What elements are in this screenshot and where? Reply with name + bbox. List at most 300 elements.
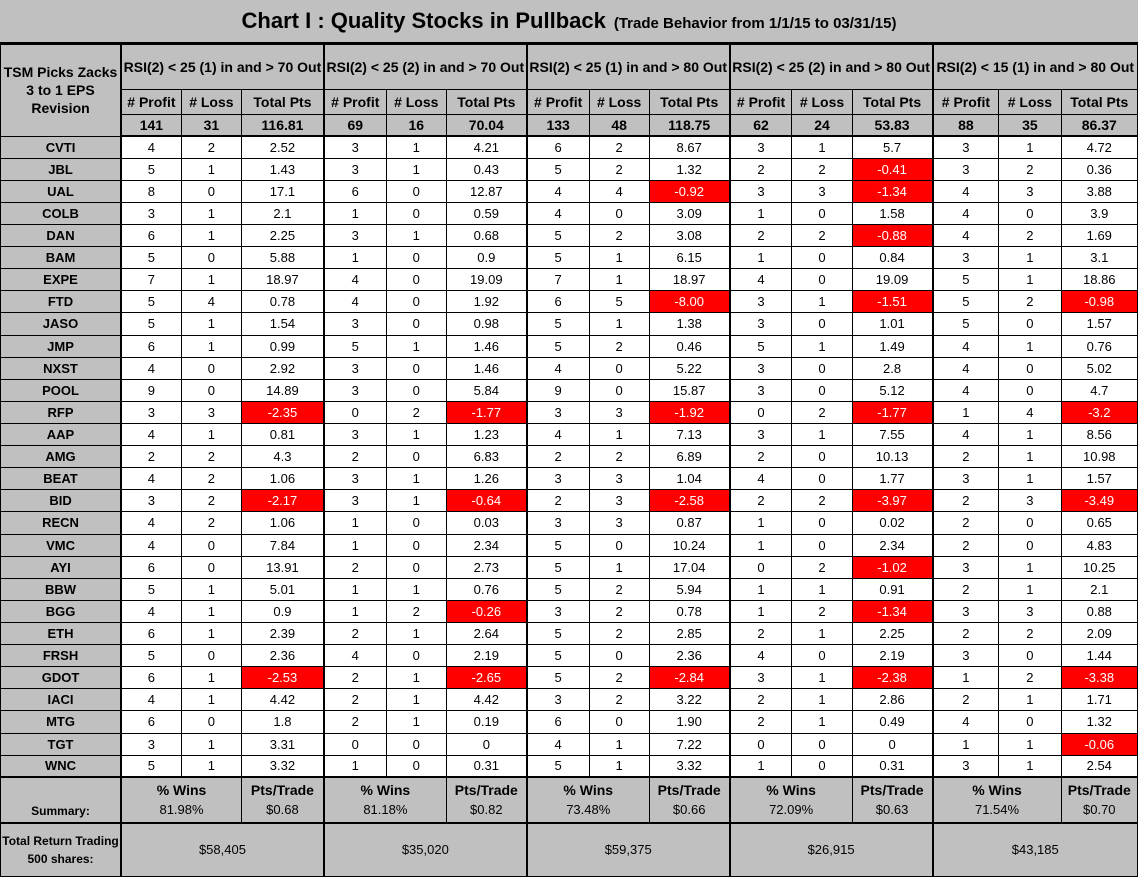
loss-count: 1 — [386, 667, 446, 689]
loss-count: 2 — [589, 600, 649, 622]
symbol-cell: AMG — [1, 446, 122, 468]
total-pts-negative: -8.00 — [649, 291, 729, 313]
total-return-value: $43,185 — [933, 823, 1138, 877]
loss-count: 1 — [181, 202, 241, 224]
pts-trade-value: $0.66 — [672, 802, 706, 818]
table-row — [1, 689, 1138, 711]
table-row — [1, 379, 1138, 401]
total-pts-value: 2.09 — [1061, 622, 1137, 644]
loss-count: 0 — [386, 733, 446, 755]
total-return-value: $59,375 — [527, 823, 730, 877]
total-pts-value: 0.36 — [1061, 158, 1137, 180]
loss-count: 0 — [792, 379, 852, 401]
loss-count: 2 — [589, 622, 649, 644]
total-pts-value: 1.26 — [446, 468, 526, 490]
total-pts-value: 0.68 — [446, 225, 526, 247]
table-row — [1, 313, 1138, 335]
total-pts-value: 3.32 — [242, 755, 324, 777]
total-pts-value: 0.46 — [649, 335, 729, 357]
total-pts-value: 1.44 — [1061, 645, 1137, 667]
loss-count: 0 — [792, 534, 852, 556]
pts-trade-cell — [446, 777, 526, 822]
profit-count: 1 — [324, 755, 386, 777]
profit-count: 5 — [121, 645, 181, 667]
total-pts-negative: -1.77 — [446, 401, 526, 423]
wins-cell — [730, 777, 853, 822]
total-pts-value: 1.01 — [852, 313, 932, 335]
total-pts-negative: -1.77 — [852, 401, 932, 423]
wins-cell — [121, 777, 242, 822]
profit-count: 5 — [527, 313, 589, 335]
profit-count: 2 — [324, 556, 386, 578]
profit-count: 5 — [121, 755, 181, 777]
loss-count: 0 — [792, 733, 852, 755]
loss-count: 0 — [181, 379, 241, 401]
profit-count: 4 — [730, 645, 792, 667]
loss-count: 2 — [999, 158, 1061, 180]
profit-count: 3 — [933, 600, 999, 622]
summary-label: Summary: — [1, 777, 122, 822]
strategy-name: RSI(2) < 15 (1) in and > 80 Out — [933, 45, 1138, 90]
total-pts-negative: -0.92 — [649, 180, 729, 202]
loss-count: 3 — [589, 490, 649, 512]
loss-count: 1 — [386, 335, 446, 357]
total-pts-value: 0.87 — [649, 512, 729, 534]
loss-count: 1 — [999, 468, 1061, 490]
total-pts-value: 18.97 — [242, 269, 324, 291]
total-pts-value: 7.84 — [242, 534, 324, 556]
profit-count: 1 — [730, 202, 792, 224]
loss-count: 1 — [589, 733, 649, 755]
loss-count: 1 — [181, 335, 241, 357]
symbol-cell: BBW — [1, 578, 122, 600]
loss-count: 0 — [589, 379, 649, 401]
profit-count: 4 — [730, 468, 792, 490]
total-pts-value: 2.64 — [446, 622, 526, 644]
total-pts-negative: -2.38 — [852, 667, 932, 689]
profit-count: 1 — [730, 534, 792, 556]
table-row — [1, 755, 1138, 777]
total-pts-negative: -1.34 — [852, 600, 932, 622]
loss-count: 0 — [792, 512, 852, 534]
loss-count: 1 — [792, 667, 852, 689]
profit-count: 1 — [730, 512, 792, 534]
profit-count: 3 — [324, 158, 386, 180]
profit-count: 3 — [933, 247, 999, 269]
total-pts-value: 1.77 — [852, 468, 932, 490]
profit-count: 4 — [527, 202, 589, 224]
label-header: TSM Picks Zacks 3 to 1 EPS Revision — [1, 45, 122, 137]
loss-count: 2 — [386, 401, 446, 423]
total-pts-value: 1.04 — [649, 468, 729, 490]
symbol-cell: JBL — [1, 158, 122, 180]
total-pts-value: 2.34 — [852, 534, 932, 556]
loss-count: 2 — [589, 225, 649, 247]
total-pts-negative: -0.88 — [852, 225, 932, 247]
table-row — [1, 556, 1138, 578]
total-pts-value: 1.54 — [242, 313, 324, 335]
total-pts-header: Total Pts — [242, 90, 324, 115]
loss-count: 1 — [386, 622, 446, 644]
total-pts-value: 3.9 — [1061, 202, 1137, 224]
total-pts-negative: -0.26 — [446, 600, 526, 622]
profit-count: 2 — [730, 711, 792, 733]
profit-count: 1 — [933, 401, 999, 423]
total-pts-negative: -3.38 — [1061, 667, 1137, 689]
profit-count: 2 — [324, 622, 386, 644]
loss-count: 2 — [792, 600, 852, 622]
total-pts-value: 0.84 — [852, 247, 932, 269]
symbol-cell: RFP — [1, 401, 122, 423]
pts-trade-value: $0.82 — [470, 802, 503, 818]
loss-count: 2 — [792, 490, 852, 512]
profit-count: 5 — [324, 335, 386, 357]
loss-count: 0 — [181, 534, 241, 556]
total-pts-value: 1.46 — [446, 357, 526, 379]
total-pts-negative: -3.2 — [1061, 401, 1137, 423]
loss-count: 1 — [999, 269, 1061, 291]
total-pts-value: 3.22 — [649, 689, 729, 711]
profit-count: 3 — [730, 379, 792, 401]
profit-count: 3 — [730, 136, 792, 158]
profit-count: 3 — [730, 180, 792, 202]
table-row — [1, 645, 1138, 667]
loss-count: 2 — [792, 158, 852, 180]
total-pts-value: 7.13 — [649, 423, 729, 445]
profit-count: 5 — [527, 645, 589, 667]
total-pts-negative: -1.92 — [649, 401, 729, 423]
total-pts-value: 5.22 — [649, 357, 729, 379]
profit-header: # Profit — [121, 90, 181, 115]
profit-count: 2 — [324, 667, 386, 689]
table-row — [1, 180, 1138, 202]
loss-header: # Loss — [999, 90, 1061, 115]
symbol-cell: FRSH — [1, 645, 122, 667]
profit-count: 4 — [121, 136, 181, 158]
total-pts-value: 0.02 — [852, 512, 932, 534]
total-pts-value: 7.55 — [852, 423, 932, 445]
loss-count: 2 — [589, 335, 649, 357]
profit-count: 2 — [933, 490, 999, 512]
loss-count: 0 — [792, 202, 852, 224]
total-pts-value: 0.59 — [446, 202, 526, 224]
profit-header: # Profit — [527, 90, 589, 115]
total-return-label: Total Return Trading 500 shares: — [1, 823, 122, 877]
loss-count: 1 — [999, 423, 1061, 445]
symbol-cell: TGT — [1, 733, 122, 755]
total-pts-negative: -1.02 — [852, 556, 932, 578]
total-pts-value: 0.78 — [242, 291, 324, 313]
total-pts-value: 0.9 — [242, 600, 324, 622]
total-pts-value: 6.89 — [649, 446, 729, 468]
symbol-cell: ETH — [1, 622, 122, 644]
loss-count: 3 — [999, 180, 1061, 202]
loss-count: 1 — [999, 733, 1061, 755]
total-pts-value: 1.90 — [649, 711, 729, 733]
loss-count: 4 — [589, 180, 649, 202]
profit-header: # Profit — [324, 90, 386, 115]
loss-count: 0 — [999, 202, 1061, 224]
profit-count: 4 — [121, 468, 181, 490]
profit-count: 3 — [324, 490, 386, 512]
wins-value: 73.48% — [566, 802, 611, 818]
total-pts-value: 6.83 — [446, 446, 526, 468]
profit-count: 3 — [324, 423, 386, 445]
chart-subtitle: (Trade Behavior from 1/1/15 to 03/31/15) — [613, 15, 897, 32]
pts-trade-cell — [1061, 777, 1137, 822]
total-pts-value: 3.1 — [1061, 247, 1137, 269]
symbol-cell: COLB — [1, 202, 122, 224]
profit-count: 4 — [933, 335, 999, 357]
total-pts-value: 8.67 — [649, 136, 729, 158]
symbol-cell: BAM — [1, 247, 122, 269]
total-pts-value: 0.03 — [446, 512, 526, 534]
loss-count: 0 — [386, 512, 446, 534]
total-pts-negative: -0.41 — [852, 158, 932, 180]
results-table — [0, 44, 1138, 877]
total-pts-value: 5.01 — [242, 578, 324, 600]
table-row — [1, 733, 1138, 755]
loss-count: 2 — [181, 512, 241, 534]
table-row — [1, 158, 1138, 180]
pts-trade-label: Pts/Trade — [860, 782, 924, 799]
total-pts-value: 18.86 — [1061, 269, 1137, 291]
loss-count: 2 — [181, 136, 241, 158]
symbol-cell: JASO — [1, 313, 122, 335]
table-row — [1, 357, 1138, 379]
loss-count: 2 — [999, 622, 1061, 644]
profit-count: 2 — [933, 512, 999, 534]
profit-count: 4 — [527, 423, 589, 445]
profit-count: 3 — [730, 423, 792, 445]
total-pts-value: 3.31 — [242, 733, 324, 755]
total-pts-value: 14.89 — [242, 379, 324, 401]
loss-count: 0 — [999, 379, 1061, 401]
profit-count: 3 — [730, 313, 792, 335]
total-pts-value: 5.12 — [852, 379, 932, 401]
total-pts-value: 1.23 — [446, 423, 526, 445]
table-row — [1, 225, 1138, 247]
profit-count: 3 — [933, 645, 999, 667]
profit-count: 6 — [527, 136, 589, 158]
loss-count: 0 — [386, 247, 446, 269]
profit-count: 7 — [121, 269, 181, 291]
profit-count: 1 — [933, 667, 999, 689]
profit-count: 5 — [527, 225, 589, 247]
loss-header: # Loss — [792, 90, 852, 115]
wins-cell — [324, 777, 447, 822]
loss-count: 2 — [999, 225, 1061, 247]
total-profit: 62 — [730, 114, 792, 136]
loss-count: 1 — [792, 711, 852, 733]
loss-count: 1 — [181, 269, 241, 291]
profit-count: 0 — [324, 733, 386, 755]
loss-count: 0 — [386, 534, 446, 556]
loss-header: # Loss — [386, 90, 446, 115]
wins-cell — [527, 777, 650, 822]
symbol-cell: AYI — [1, 556, 122, 578]
total-pts-value: 0 — [852, 733, 932, 755]
loss-count: 1 — [792, 335, 852, 357]
header-totals-row — [1, 114, 1138, 136]
total-pts-negative: -2.35 — [242, 401, 324, 423]
table-row — [1, 291, 1138, 313]
total-pts-value: 1.71 — [1061, 689, 1137, 711]
total-pts-value: 0.98 — [446, 313, 526, 335]
total-pts-value: 4.7 — [1061, 379, 1137, 401]
total-pts-value: 2.25 — [852, 622, 932, 644]
loss-count: 0 — [792, 247, 852, 269]
total-pts-value: 2.25 — [242, 225, 324, 247]
total-return-row — [1, 823, 1138, 877]
wins-label: % Wins — [156, 782, 207, 799]
total-pts-value: 1.32 — [649, 158, 729, 180]
total-pts-value: 2.86 — [852, 689, 932, 711]
profit-count: 4 — [933, 180, 999, 202]
loss-count: 1 — [386, 490, 446, 512]
profit-count: 5 — [527, 578, 589, 600]
total-pts-value: 1.06 — [242, 468, 324, 490]
total-pts-value: 2.52 — [242, 136, 324, 158]
total-pts-value: 5.7 — [852, 136, 932, 158]
profit-count: 0 — [730, 733, 792, 755]
profit-count: 2 — [933, 534, 999, 556]
loss-count: 0 — [589, 202, 649, 224]
profit-count: 5 — [121, 313, 181, 335]
total-pts-value: 1.57 — [1061, 468, 1137, 490]
total-pts-value: 2.36 — [649, 645, 729, 667]
total-pts-value: 0.31 — [852, 755, 932, 777]
loss-count: 0 — [792, 645, 852, 667]
table-row — [1, 622, 1138, 644]
loss-count: 1 — [589, 755, 649, 777]
pts-trade-label: Pts/Trade — [1067, 782, 1131, 799]
profit-count: 0 — [730, 401, 792, 423]
symbol-cell: DAN — [1, 225, 122, 247]
header-columns-row — [1, 90, 1138, 115]
table-row — [1, 446, 1138, 468]
loss-count: 0 — [792, 446, 852, 468]
profit-count: 5 — [933, 291, 999, 313]
total-loss: 35 — [999, 114, 1061, 136]
profit-count: 2 — [730, 158, 792, 180]
profit-count: 3 — [933, 158, 999, 180]
loss-count: 0 — [999, 711, 1061, 733]
pts-trade-label: Pts/Trade — [454, 782, 518, 799]
symbol-cell: GDOT — [1, 667, 122, 689]
loss-count: 0 — [792, 313, 852, 335]
profit-header: # Profit — [933, 90, 999, 115]
symbol-cell: BID — [1, 490, 122, 512]
wins-value: 81.18% — [363, 802, 408, 818]
profit-count: 3 — [324, 136, 386, 158]
loss-count: 2 — [589, 667, 649, 689]
total-pts-value: 1.92 — [446, 291, 526, 313]
wins-label: % Wins — [972, 782, 1022, 799]
profit-count: 6 — [527, 291, 589, 313]
profit-count: 3 — [324, 379, 386, 401]
total-pts-negative: -0.06 — [1061, 733, 1137, 755]
table-row — [1, 401, 1138, 423]
loss-count: 1 — [386, 423, 446, 445]
profit-count: 2 — [324, 711, 386, 733]
profit-count: 2 — [324, 689, 386, 711]
profit-count: 2 — [730, 446, 792, 468]
loss-count: 0 — [792, 755, 852, 777]
profit-count: 0 — [324, 401, 386, 423]
profit-count: 2 — [527, 446, 589, 468]
total-return-value: $35,020 — [324, 823, 527, 877]
loss-count: 1 — [792, 136, 852, 158]
loss-count: 0 — [386, 202, 446, 224]
total-return-value: $26,915 — [730, 823, 933, 877]
profit-count: 4 — [527, 357, 589, 379]
total-pts-value: 0 — [446, 733, 526, 755]
loss-count: 0 — [999, 357, 1061, 379]
total-pts: 70.04 — [446, 114, 526, 136]
profit-count: 5 — [527, 534, 589, 556]
symbol-cell: BEAT — [1, 468, 122, 490]
total-pts-value: 4.72 — [1061, 136, 1137, 158]
profit-count: 1 — [324, 600, 386, 622]
loss-count: 1 — [999, 556, 1061, 578]
loss-count: 2 — [589, 136, 649, 158]
total-profit: 141 — [121, 114, 181, 136]
wins-value: 72.09% — [769, 802, 814, 818]
loss-count: 0 — [386, 357, 446, 379]
table-row — [1, 490, 1138, 512]
total-pts-header: Total Pts — [1061, 90, 1137, 115]
profit-count: 4 — [324, 291, 386, 313]
loss-count: 1 — [181, 755, 241, 777]
pts-trade-label: Pts/Trade — [250, 782, 314, 799]
loss-count: 0 — [181, 180, 241, 202]
symbol-cell: UAL — [1, 180, 122, 202]
total-pts-header: Total Pts — [446, 90, 526, 115]
loss-count: 0 — [181, 247, 241, 269]
total-pts-value: 0.81 — [242, 423, 324, 445]
profit-count: 3 — [121, 733, 181, 755]
total-pts-value: 0.76 — [1061, 335, 1137, 357]
total-pts-value: 1.32 — [1061, 711, 1137, 733]
loss-count: 3 — [181, 401, 241, 423]
symbol-cell: JMP — [1, 335, 122, 357]
symbol-cell: IACI — [1, 689, 122, 711]
profit-count: 1 — [933, 733, 999, 755]
loss-count: 2 — [792, 556, 852, 578]
profit-count: 6 — [121, 711, 181, 733]
total-pts-value: 5.94 — [649, 578, 729, 600]
strategy-name: RSI(2) < 25 (2) in and > 80 Out — [730, 45, 933, 90]
total-pts-value: 2.34 — [446, 534, 526, 556]
total-pts-value: 4.3 — [242, 446, 324, 468]
total-loss: 31 — [181, 114, 241, 136]
profit-count: 1 — [324, 247, 386, 269]
loss-count: 1 — [181, 578, 241, 600]
loss-count: 1 — [999, 335, 1061, 357]
loss-count: 3 — [792, 180, 852, 202]
total-pts-value: 2.19 — [446, 645, 526, 667]
wins-value: 71.54% — [974, 802, 1020, 818]
profit-count: 3 — [527, 401, 589, 423]
profit-count: 5 — [121, 247, 181, 269]
profit-count: 9 — [527, 379, 589, 401]
profit-count: 5 — [527, 158, 589, 180]
profit-count: 2 — [527, 490, 589, 512]
profit-header: # Profit — [730, 90, 792, 115]
total-loss: 24 — [792, 114, 852, 136]
table-row — [1, 667, 1138, 689]
